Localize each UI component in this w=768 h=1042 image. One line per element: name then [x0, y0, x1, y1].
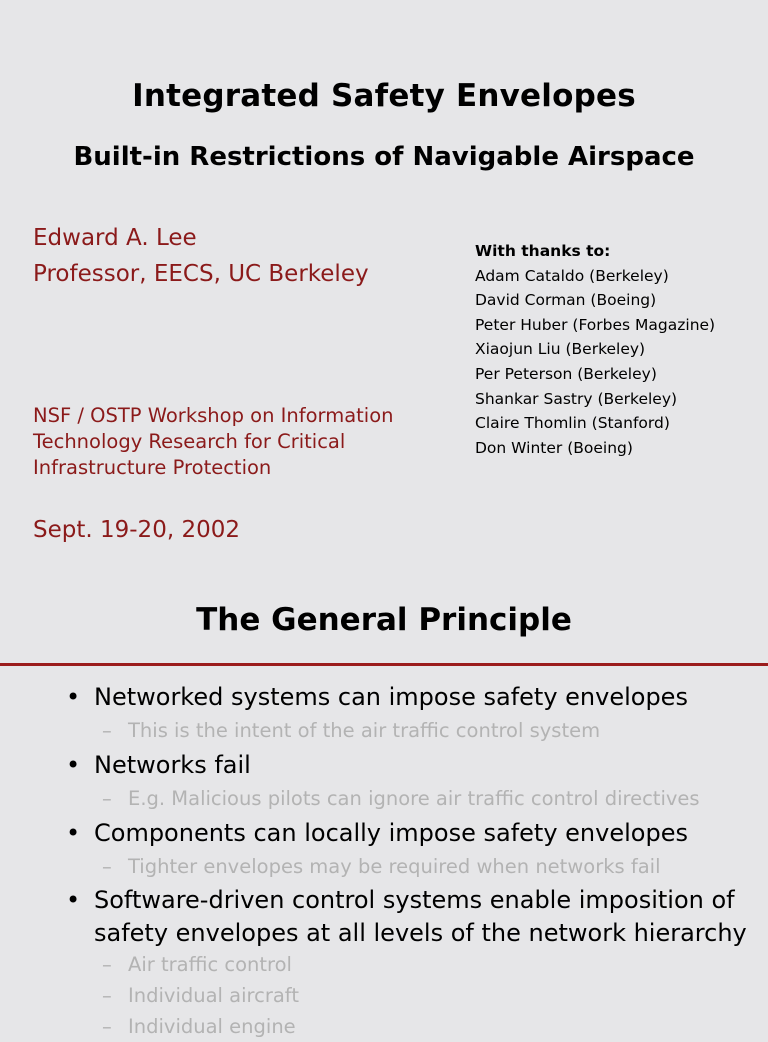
slide-title: The General Principle [196, 602, 572, 638]
bullet-marker: • [66, 683, 81, 711]
bullet-text: Networked systems can impose safety envelopes [94, 683, 688, 711]
sub-bullet-item [102, 980, 299, 1011]
title-divider [0, 663, 768, 666]
acknowledgements-list [475, 239, 715, 460]
workshop-info [33, 403, 394, 481]
sub-bullet-text: Individual aircraft [128, 984, 299, 1007]
acknowledgement-item: Xiaojun Liu (Berkeley) [475, 340, 646, 359]
slide-title: Integrated Safety Envelopes [132, 78, 636, 114]
bullet-text: Software-driven control systems enable imposition of safety envelopes at all levels of the network hierarchy [94, 886, 747, 947]
author-name: Edward A. Lee [33, 225, 197, 251]
bullet-marker: • [66, 886, 81, 914]
sub-bullet-item [102, 783, 700, 814]
workshop-line: NSF / OSTP Workshop on Information [33, 404, 394, 427]
acknowledgement-item: Don Winter (Boeing) [475, 438, 633, 457]
sub-bullet-marker: – [102, 787, 112, 810]
sub-bullet-marker: – [102, 953, 112, 976]
sub-bullet-text: Tighter envelopes may be required when networks fail [128, 855, 661, 878]
acknowledgement-item: Shankar Sastry (Berkeley) [475, 389, 678, 408]
slide-subtitle: Built-in Restrictions of Navigable Airspace [73, 142, 695, 172]
workshop-line: Infrastructure Protection [33, 456, 272, 479]
sub-bullet-text: Air traffic control [128, 953, 292, 976]
sub-bullet-text: Individual engine [128, 1015, 296, 1038]
sub-bullet-marker: – [102, 1015, 112, 1038]
bullet-text: Networks fail [94, 751, 251, 779]
bullet-marker: • [66, 819, 81, 847]
sub-bullet-marker: – [102, 855, 112, 878]
bullet-item [66, 749, 754, 782]
acknowledgement-item: Claire Thomlin (Stanford) [475, 414, 670, 433]
acknowledgements-heading: With thanks to: [475, 242, 611, 260]
sub-bullet-text: E.g. Malicious pilots can ignore air traffic control directives [128, 787, 700, 810]
bullet-item [66, 681, 754, 714]
sub-bullet-text: This is the intent of the air traffic control system [128, 719, 601, 742]
author-block [33, 220, 369, 292]
workshop-date: Sept. 19-20, 2002 [33, 517, 240, 543]
sub-bullet-item [102, 715, 600, 746]
bullet-item [66, 884, 754, 950]
bullet-text: Components can locally impose safety envelopes [94, 819, 688, 847]
sub-bullet-marker: – [102, 719, 112, 742]
principle-slide [0, 575, 768, 1038]
bullet-item [66, 817, 754, 850]
acknowledgement-item: Adam Cataldo (Berkeley) [475, 266, 669, 285]
sub-bullet-item [102, 851, 661, 882]
bullet-marker: • [66, 751, 81, 779]
acknowledgement-item: Per Peterson (Berkeley) [475, 364, 657, 383]
sub-bullet-item [102, 949, 292, 980]
acknowledgement-item: Peter Huber (Forbes Magazine) [475, 315, 716, 334]
sub-bullet-item [102, 1011, 296, 1042]
author-affiliation: Professor, EECS, UC Berkeley [33, 261, 369, 287]
workshop-line: Technology Research for Critical [33, 430, 346, 453]
acknowledgement-item: David Corman (Boeing) [475, 291, 657, 310]
sub-bullet-marker: – [102, 984, 112, 1007]
